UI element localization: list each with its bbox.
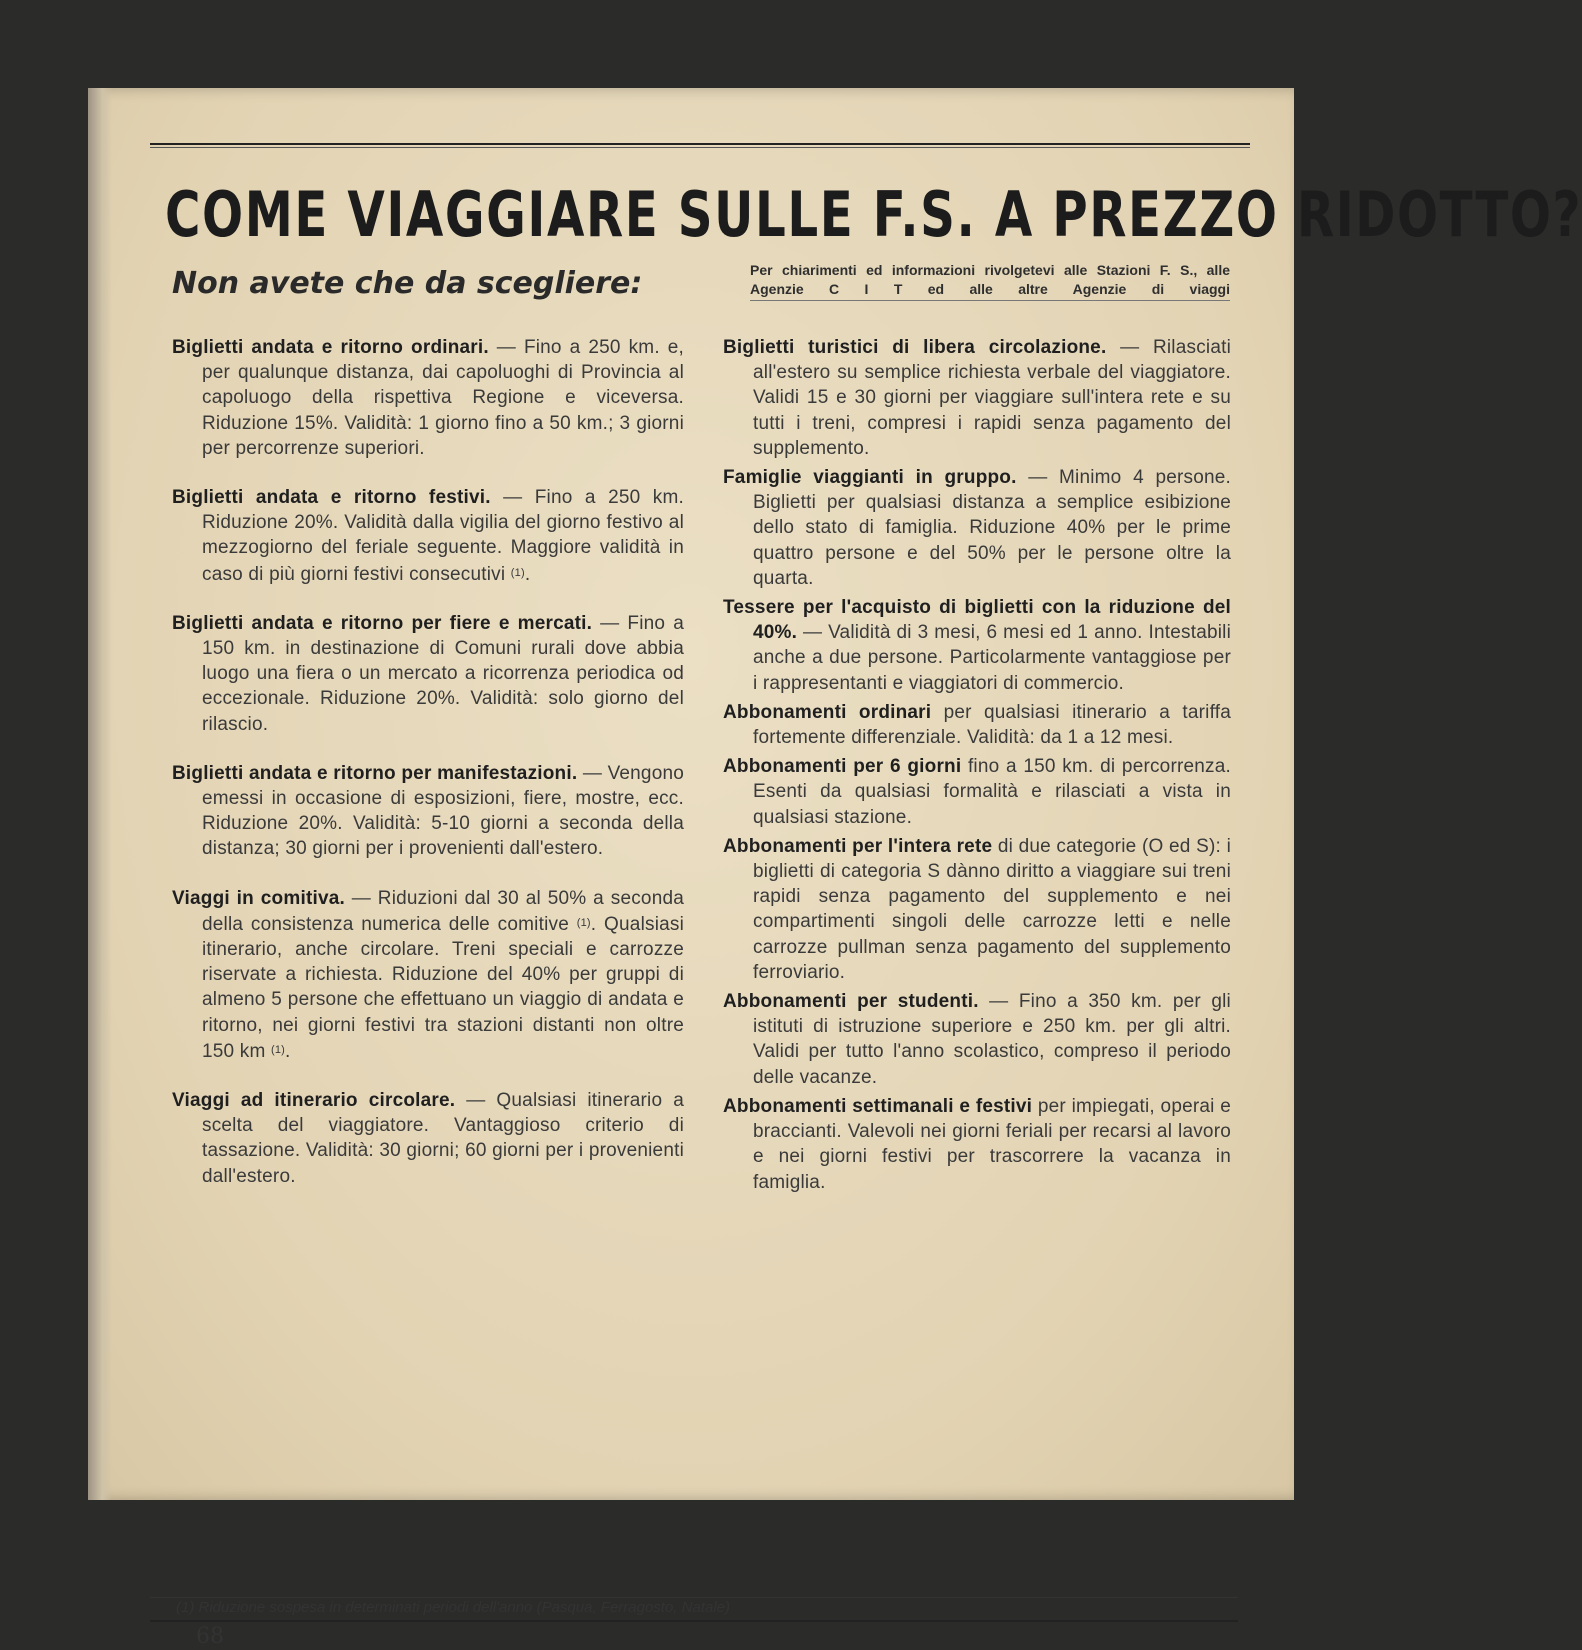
entry-heading: Famiglie viaggianti in gruppo. [723, 467, 1017, 489]
entry-heading: Tessere per l'acquisto di biglietti con la riduzione del 40%. [723, 597, 1231, 644]
entry-abbonamenti-studenti [723, 989, 1231, 1090]
entry-text: — Fino a 250 km. Riduzione 20%. Validità dalla vigilia del giorno festivo al mezzogiorno del feriale seguente. Maggiore validità in caso di più giorni festivi consecutivi [202, 487, 684, 585]
entry-abbonamenti-settimanali [723, 1094, 1231, 1195]
entry-manifestazioni [172, 761, 684, 862]
entry-text: — Riduzioni dal 30 al 50% a seconda della consistenza numerica delle comitive [202, 887, 684, 935]
entry-heading: Biglietti andata e ritorno ordinari. [172, 337, 489, 358]
page-binding-edge [88, 88, 112, 1500]
entry-text: di due categorie (O ed S): i biglietti di categoria S dànno diritto a viaggiare sui treni rapidi senza pagamento del supplemento e nei compartimenti singoli delle carrozze letti e nelle carrozze pullman senza pagamento del supplemento ferroviario. [753, 835, 1231, 983]
entry-festivi [172, 485, 684, 587]
entry-heading: Abbonamenti per l'intera rete [723, 835, 993, 857]
footnote-bottom-rule [150, 1620, 1238, 1622]
entry-text: — Validità di 3 mesi, 6 mesi ed 1 anno. Intestabili anche a due persone. Particolarmente vantaggiose per i rappresentanti e viaggiatori di commercio. [753, 622, 1231, 694]
entry-text: per impiegati, operai e braccianti. Valevoli nei giorni feriali per recarsi al lavoro e nei giorni festivi per trascorrere la vacanza in famiglia. [753, 1095, 1232, 1193]
entry-text: . [524, 563, 531, 585]
entry-turistici [723, 335, 1231, 461]
entry-comitiva [172, 886, 684, 1064]
page-subtitle: Non avete che da scegliere: [172, 266, 643, 301]
entry-heading: Viaggi in comitiva. [172, 887, 345, 909]
page-title: COME VIAGGIARE SULLE F.S. A PREZZO RIDOTTO? [165, 178, 1582, 251]
info-underline [750, 300, 1230, 301]
entry-itinerario-circolare [172, 1088, 684, 1189]
footnote-ref: (1) [576, 916, 591, 929]
entry-heading: Viaggi ad itinerario circolare. [172, 1090, 456, 1112]
info-note: Per chiarimenti ed informazioni rivolgetevi alle Stazioni F. S., alle Agenzie C I T ed alle altre Agenzie di viaggi [750, 262, 1230, 297]
entry-text: . Qualsiasi itinerario, anche circolare. Treni speciali e carrozze riservate a richiesta. Riduzione del 40% per gruppi di almeno 5 persone che effettuano un viaggio di andata e ritorno, nei giorni festivi tra stazioni distanti non oltre 150 km [202, 913, 684, 1062]
entry-ordinari [172, 335, 684, 461]
entry-text: — Fino a 350 km. per gli istituti di istruzione superiore e 250 km. per gli altri. Validi per tutto l'anno scolastico, compreso il periodo delle vacanze. [753, 991, 1231, 1088]
left-column [172, 335, 684, 1213]
entry-heading: Abbonamenti per studenti. [723, 991, 979, 1013]
entry-text: — Fino a 150 km. in destinazione di Comuni rurali dove abbia luogo una fiera o un mercato a ricorrenza periodica od eccezionale. Riduzione 20%. Validità: solo giorno del rilascio. [202, 612, 684, 735]
top-border-rule [150, 143, 1250, 145]
footnote-ref: (1) [271, 1043, 286, 1056]
entry-heading: Abbonamenti per 6 giorni [723, 756, 962, 778]
footnote-top-rule [150, 1597, 1238, 1598]
footnote-ref: (1) [510, 566, 525, 579]
entry-heading: Abbonamenti settimanali e festivi [723, 1095, 1033, 1117]
entry-famiglie [723, 465, 1231, 591]
entry-heading: Biglietti andata e ritorno per fiere e mercati. [172, 612, 593, 634]
entry-text: — Qualsiasi itinerario a scelta del viaggiatore. Vantaggioso criterio di tassazione. Validità: 30 giorni; 60 giorni per i provenienti dall'estero. [202, 1090, 684, 1187]
entry-fiere-mercati [172, 611, 684, 737]
page-number: 68 [196, 1624, 224, 1649]
entry-heading: Abbonamenti ordinari [723, 701, 932, 723]
entry-abbonamenti-ordinari [723, 700, 1231, 750]
entry-text: — Fino a 250 km. e, per qualunque distanza, dai capoluoghi di Provincia al capoluogo della rispettiva Regione e viceversa. Riduzione 15%. Validità: 1 giorno fino a 50 km.; 3 giorni per percorrenze superiori. [202, 337, 684, 459]
right-column [723, 335, 1231, 1199]
entry-text: — Rilasciati all'estero su semplice richiesta verbale del viaggiatore. Validi 15 e 30 giorni per viaggiare sull'intera rete e su tutti i treni, compresi i rapidi senza pagamento del supplemento. [753, 337, 1231, 459]
entry-abbonamenti-intera-rete [723, 834, 1231, 985]
entry-text: — Minimo 4 persone. Biglietti per qualsiasi distanza a semplice esibizione dello stato di famiglia. Riduzione 40% per le prime quattro persone e del 50% per le persone oltre la quarta. [753, 467, 1231, 589]
entry-text: fino a 150 km. di percorrenza. Esenti da qualsiasi formalità e rilasciati a vista in qualsiasi stazione. [753, 756, 1231, 828]
entry-text: per qualsiasi itinerario a tariffa fortemente differenziale. Validità: da 1 a 12 mesi. [753, 701, 1231, 749]
entry-text: — Vengono emessi in occasione di esposizioni, fiere, mostre, ecc. Riduzione 20%. Validità: 5-10 giorni a seconda della distanza; 30 giorni per i provenienti dall'estero. [202, 762, 685, 860]
entry-tessere [723, 595, 1231, 696]
top-border-rule-inner [150, 147, 1250, 148]
entry-heading: Biglietti turistici di libera circolazione. [723, 337, 1107, 358]
entry-heading: Biglietti andata e ritorno per manifestazioni. [172, 762, 578, 784]
entry-text: . [285, 1040, 291, 1062]
entry-abbonamenti-6-giorni [723, 754, 1231, 830]
footnote: (1) Riduzione sospesa in determinati periodi dell'anno (Pasqua, Ferragosto, Natale) [176, 1599, 730, 1616]
entry-heading: Biglietti andata e ritorno festivi. [172, 487, 491, 509]
